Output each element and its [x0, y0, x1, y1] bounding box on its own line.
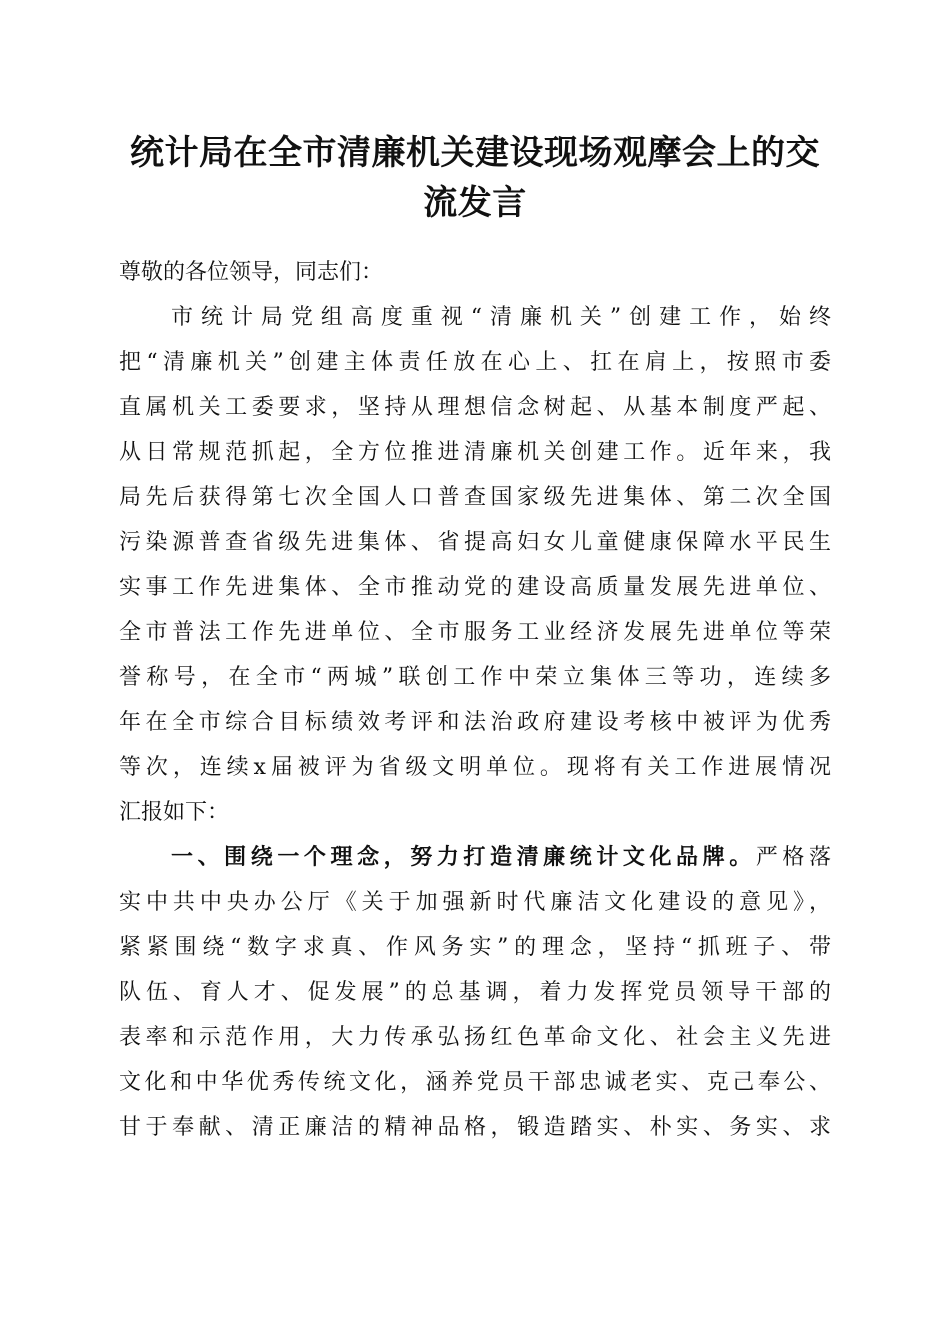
paragraph-line: 表率和示范作用，大力传承弘扬红色革命文化、社会主义先进	[119, 1025, 831, 1050]
paragraph-line: 把“清廉机关”创建主体责任放在心上、扛在肩上，按照市委	[119, 350, 831, 375]
paragraph-line: 局先后获得第七次全国人口普查国家级先进集体、第二次全国	[119, 485, 831, 510]
paragraph-line: 市统计局党组高度重视“清廉机关”创建工作，始终	[171, 305, 831, 330]
paragraph-line: 紧紧围绕“数字求真、作风务实”的理念，坚持“抓班子、带	[119, 935, 831, 960]
paragraph-line: 实事工作先进集体、全市推动党的建设高质量发展先进单位、	[119, 575, 831, 600]
paragraph-line: 年在全市综合目标绩效考评和法治政府建设考核中被评为优秀	[119, 710, 831, 735]
paragraph-line: 甘于奉献、清正廉洁的精神品格，锻造踏实、朴实、务实、求	[119, 1115, 831, 1140]
paragraph-line: 实中共中央办公厅《关于加强新时代廉洁文化建设的意见》，	[119, 890, 831, 915]
section-1-heading: 一、围绕一个理念，努力打造清廉统计文化品牌。	[171, 844, 756, 870]
paragraph-line: 文化和中华优秀传统文化，涵养党员干部忠诚老实、克己奉公、	[119, 1070, 831, 1095]
document-title	[100, 128, 850, 228]
paragraph-line: 汇报如下：	[119, 800, 230, 825]
paragraph-line: 从日常规范抓起，全方位推进清廉机关创建工作。近年来，我	[119, 440, 831, 465]
document-body	[119, 250, 831, 1150]
paragraph-line: 等次，连续x届被评为省级文明单位。现将有关工作进展情况	[119, 755, 831, 780]
title-line-1: 统计局在全市清廉机关建设现场观摩会上的交	[130, 133, 820, 173]
section-1-first-tail: 严格落	[755, 845, 831, 870]
paragraph-line: 队伍、育人才、促发展”的总基调，着力发挥党员领导干部的	[119, 980, 831, 1005]
title-line-2: 流发言	[423, 183, 527, 223]
salutation: 尊敬的各位领导，同志们：	[119, 260, 384, 285]
paragraph-line: 污染源普查省级先进集体、省提高妇女儿童健康保障水平民生	[119, 530, 831, 555]
paragraph-line: 直属机关工委要求，坚持从理想信念树起、从基本制度严起、	[119, 395, 831, 420]
paragraph-line: 全市普法工作先进单位、全市服务工业经济发展先进单位等荣	[119, 620, 831, 645]
paragraph-line: 誉称号，在全市“两城”联创工作中荣立集体三等功，连续多	[119, 665, 831, 690]
section-1-first-line	[119, 835, 831, 880]
